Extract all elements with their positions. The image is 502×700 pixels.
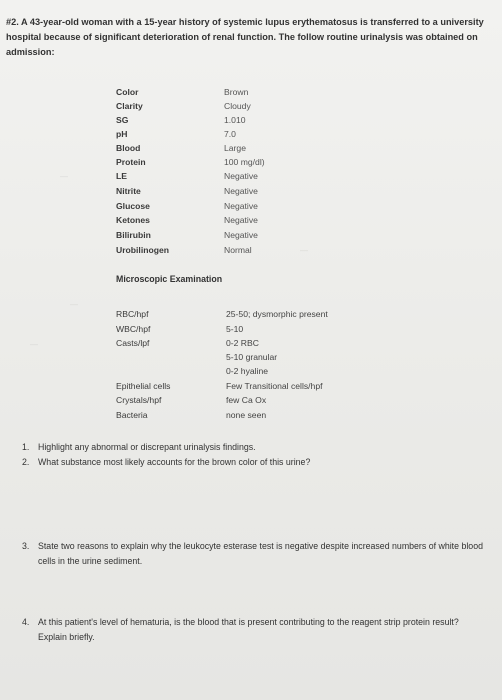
- table-row: [0, 243, 502, 257]
- table-row: [0, 228, 502, 242]
- bleed-through-mark: —: [300, 246, 308, 255]
- table-row: [0, 99, 502, 113]
- table-row: [0, 213, 502, 227]
- question-number: 3.: [22, 541, 30, 551]
- table-row: [0, 85, 502, 99]
- ua-label-glucose: Glucose: [116, 201, 150, 211]
- ua-label-blood: Blood: [116, 143, 141, 153]
- micro-value-casts-granular: 5-10 granular: [226, 352, 278, 362]
- question-number: 1.: [22, 442, 30, 452]
- question-text: Highlight any abnormal or discrepant urinalysis findings.: [38, 442, 256, 452]
- micro-label-casts: Casts/lpf: [116, 338, 150, 348]
- ua-label-nitrite: Nitrite: [116, 186, 141, 196]
- ua-value-clarity: Cloudy: [224, 101, 251, 111]
- ua-value-protein: 100 mg/dl): [224, 157, 265, 167]
- micro-label-wbc: WBC/hpf: [116, 324, 151, 334]
- question-number: 2.: [22, 457, 30, 467]
- ua-value-bilirubin: Negative: [224, 230, 258, 240]
- table-row: [0, 113, 502, 127]
- ua-label-bilirubin: Bilirubin: [116, 230, 151, 240]
- micro-value-casts-hyaline: 0-2 hyaline: [226, 366, 269, 376]
- ua-value-blood: Large: [224, 143, 246, 153]
- micro-label-bacteria: Bacteria: [116, 410, 148, 420]
- ua-value-le: Negative: [224, 171, 258, 181]
- ua-label-color: Color: [116, 87, 139, 97]
- micro-value-epithelial: Few Transitional cells/hpf: [226, 381, 323, 391]
- ua-value-urobilinogen: Normal: [224, 245, 252, 255]
- ua-label-le: LE: [116, 171, 127, 181]
- bleed-through-mark: —: [30, 340, 38, 349]
- ua-value-sg: 1.010: [224, 115, 246, 125]
- ua-label-protein: Protein: [116, 157, 146, 167]
- bleed-through-mark: —: [60, 172, 68, 181]
- table-row: [0, 199, 502, 213]
- ua-label-ketones: Ketones: [116, 215, 150, 225]
- ua-label-urobilinogen: Urobilinogen: [116, 245, 169, 255]
- ua-value-ph: 7.0: [224, 129, 236, 139]
- ua-value-ketones: Negative: [224, 215, 258, 225]
- question-number: 4.: [22, 617, 30, 627]
- bleed-through-mark: —: [70, 300, 78, 309]
- case-description: #2. A 43-year-old woman with a 15-year history of systemic lupus erythematosus is transferred to a university hospital because of significant deterioration of renal function. The follow routine urinalysis was obtained on admission:: [6, 17, 484, 57]
- micro-label-epithelial: Epithelial cells: [116, 381, 171, 391]
- micro-value-crystals: few Ca Ox: [226, 395, 267, 405]
- micro-value-rbc: 25-50; dysmorphic present: [226, 309, 328, 319]
- table-row: [0, 184, 502, 198]
- table-row: [0, 169, 502, 183]
- micro-value-bacteria: none seen: [226, 410, 267, 420]
- question-text: What substance most likely accounts for the brown color of this urine?: [38, 457, 311, 467]
- micro-label-rbc: RBC/hpf: [116, 309, 149, 319]
- ua-label-ph: pH: [116, 129, 128, 139]
- microscopic-heading: Microscopic Examination: [116, 274, 223, 284]
- ua-value-glucose: Negative: [224, 201, 258, 211]
- ua-value-nitrite: Negative: [224, 186, 258, 196]
- micro-value-casts-rbc: 0-2 RBC: [226, 338, 259, 348]
- micro-value-wbc: 5-10: [226, 324, 244, 334]
- question-text: At this patient's level of hematuria, is the blood that is present contributing to the reagent strip protein result? Explain briefly.: [38, 617, 459, 642]
- micro-label-crystals: Crystals/hpf: [116, 395, 162, 405]
- ua-value-color: Brown: [224, 87, 249, 97]
- question-text: State two reasons to explain why the leukocyte esterase test is negative despite increased numbers of white blood cells in the urine sediment.: [38, 541, 483, 566]
- ua-label-sg: SG: [116, 115, 129, 125]
- table-row: [0, 127, 502, 141]
- ua-label-clarity: Clarity: [116, 101, 143, 111]
- table-row: [0, 155, 502, 169]
- table-row: [0, 141, 502, 155]
